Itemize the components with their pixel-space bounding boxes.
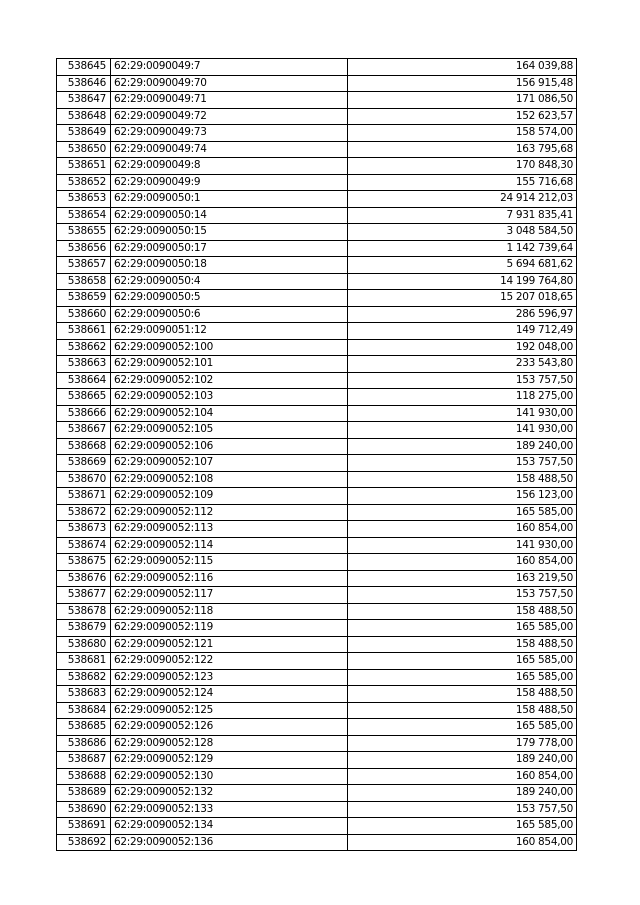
cadastral-value-cell: 153 757,50 xyxy=(348,801,577,818)
row-number-cell: 538667 xyxy=(57,422,111,439)
row-number-cell: 538650 xyxy=(57,141,111,158)
row-number-cell: 538682 xyxy=(57,669,111,686)
row-number-cell: 538662 xyxy=(57,339,111,356)
row-number-cell: 538668 xyxy=(57,438,111,455)
cadastral-number-cell: 62:29:0090049:70 xyxy=(111,75,348,92)
cadastral-number-cell: 62:29:0090052:122 xyxy=(111,653,348,670)
cadastral-value-cell: 158 488,50 xyxy=(348,702,577,719)
cadastral-value-cell: 155 716,68 xyxy=(348,174,577,191)
cadastral-number-cell: 62:29:0090051:12 xyxy=(111,323,348,340)
table-row xyxy=(57,108,577,125)
row-number-cell: 538681 xyxy=(57,653,111,670)
cadastral-value-cell: 158 488,50 xyxy=(348,471,577,488)
row-number-cell: 538676 xyxy=(57,570,111,587)
cadastral-number-cell: 62:29:0090050:18 xyxy=(111,257,348,274)
row-number-cell: 538675 xyxy=(57,554,111,571)
cadastral-value-cell: 141 930,00 xyxy=(348,405,577,422)
cadastral-number-cell: 62:29:0090052:121 xyxy=(111,636,348,653)
cadastral-number-cell: 62:29:0090052:104 xyxy=(111,405,348,422)
cadastral-value-cell: 189 240,00 xyxy=(348,752,577,769)
cadastral-number-cell: 62:29:0090052:106 xyxy=(111,438,348,455)
table-row xyxy=(57,537,577,554)
table-row xyxy=(57,141,577,158)
table-row xyxy=(57,653,577,670)
cadastral-value-cell: 286 596,97 xyxy=(348,306,577,323)
cadastral-number-cell: 62:29:0090050:6 xyxy=(111,306,348,323)
row-number-cell: 538647 xyxy=(57,92,111,109)
cadastral-value-cell: 156 915,48 xyxy=(348,75,577,92)
cadastral-number-cell: 62:29:0090052:109 xyxy=(111,488,348,505)
cadastral-value-cell: 15 207 018,65 xyxy=(348,290,577,307)
row-number-cell: 538658 xyxy=(57,273,111,290)
row-number-cell: 538686 xyxy=(57,735,111,752)
cadastral-value-cell: 192 048,00 xyxy=(348,339,577,356)
cadastral-value-cell: 164 039,88 xyxy=(348,59,577,76)
cadastral-number-cell: 62:29:0090049:73 xyxy=(111,125,348,142)
table-row xyxy=(57,405,577,422)
cadastral-number-cell: 62:29:0090049:7 xyxy=(111,59,348,76)
row-number-cell: 538678 xyxy=(57,603,111,620)
cadastral-value-cell: 233 543,80 xyxy=(348,356,577,373)
cadastral-value-cell: 24 914 212,03 xyxy=(348,191,577,208)
cadastral-number-cell: 62:29:0090052:129 xyxy=(111,752,348,769)
row-number-cell: 538656 xyxy=(57,240,111,257)
row-number-cell: 538670 xyxy=(57,471,111,488)
cadastral-value-cell: 156 123,00 xyxy=(348,488,577,505)
cadastral-number-cell: 62:29:0090052:119 xyxy=(111,620,348,637)
cadastral-number-cell: 62:29:0090052:107 xyxy=(111,455,348,472)
table-row xyxy=(57,834,577,851)
table-row xyxy=(57,92,577,109)
table-row xyxy=(57,504,577,521)
row-number-cell: 538657 xyxy=(57,257,111,274)
table-row xyxy=(57,702,577,719)
cadastral-number-cell: 62:29:0090049:74 xyxy=(111,141,348,158)
cadastral-number-cell: 62:29:0090050:5 xyxy=(111,290,348,307)
cadastral-number-cell: 62:29:0090050:14 xyxy=(111,207,348,224)
table-row xyxy=(57,488,577,505)
cadastral-value-cell: 165 585,00 xyxy=(348,719,577,736)
cadastral-value-cell: 179 778,00 xyxy=(348,735,577,752)
table-row xyxy=(57,719,577,736)
table-row xyxy=(57,240,577,257)
table-row xyxy=(57,818,577,835)
cadastral-number-cell: 62:29:0090052:118 xyxy=(111,603,348,620)
row-number-cell: 538669 xyxy=(57,455,111,472)
row-number-cell: 538659 xyxy=(57,290,111,307)
table-row xyxy=(57,785,577,802)
cadastral-number-cell: 62:29:0090050:17 xyxy=(111,240,348,257)
cadastral-value-cell: 158 488,50 xyxy=(348,636,577,653)
row-number-cell: 538685 xyxy=(57,719,111,736)
cadastral-number-cell: 62:29:0090052:134 xyxy=(111,818,348,835)
table-row xyxy=(57,191,577,208)
row-number-cell: 538684 xyxy=(57,702,111,719)
table-row xyxy=(57,620,577,637)
row-number-cell: 538664 xyxy=(57,372,111,389)
table-row xyxy=(57,603,577,620)
row-number-cell: 538671 xyxy=(57,488,111,505)
cadastral-number-cell: 62:29:0090050:1 xyxy=(111,191,348,208)
table-row xyxy=(57,224,577,241)
cadastral-value-cell: 165 585,00 xyxy=(348,669,577,686)
row-number-cell: 538687 xyxy=(57,752,111,769)
row-number-cell: 538691 xyxy=(57,818,111,835)
table-row xyxy=(57,389,577,406)
table-row xyxy=(57,438,577,455)
row-number-cell: 538652 xyxy=(57,174,111,191)
row-number-cell: 538655 xyxy=(57,224,111,241)
cadastral-value-cell: 165 585,00 xyxy=(348,504,577,521)
table-row xyxy=(57,471,577,488)
cadastral-value-cell: 165 585,00 xyxy=(348,620,577,637)
table-row xyxy=(57,636,577,653)
table-row xyxy=(57,158,577,175)
cadastral-value-cell: 163 795,68 xyxy=(348,141,577,158)
cadastral-value-cell: 14 199 764,80 xyxy=(348,273,577,290)
table-row xyxy=(57,587,577,604)
cadastral-number-cell: 62:29:0090049:9 xyxy=(111,174,348,191)
row-number-cell: 538660 xyxy=(57,306,111,323)
row-number-cell: 538679 xyxy=(57,620,111,637)
cadastral-number-cell: 62:29:0090049:8 xyxy=(111,158,348,175)
table-row xyxy=(57,59,577,76)
table-row xyxy=(57,554,577,571)
table-row xyxy=(57,273,577,290)
cadastral-value-cell: 3 048 584,50 xyxy=(348,224,577,241)
row-number-cell: 538649 xyxy=(57,125,111,142)
cadastral-number-cell: 62:29:0090052:103 xyxy=(111,389,348,406)
table-row xyxy=(57,422,577,439)
cadastral-number-cell: 62:29:0090052:116 xyxy=(111,570,348,587)
cadastral-value-cell: 165 585,00 xyxy=(348,818,577,835)
table-row xyxy=(57,752,577,769)
row-number-cell: 538683 xyxy=(57,686,111,703)
cadastral-number-cell: 62:29:0090049:72 xyxy=(111,108,348,125)
row-number-cell: 538690 xyxy=(57,801,111,818)
table-row xyxy=(57,174,577,191)
cadastral-value-cell: 158 488,50 xyxy=(348,686,577,703)
row-number-cell: 538665 xyxy=(57,389,111,406)
row-number-cell: 538688 xyxy=(57,768,111,785)
table-row xyxy=(57,686,577,703)
cadastral-number-cell: 62:29:0090052:117 xyxy=(111,587,348,604)
table-body xyxy=(57,59,577,851)
cadastral-number-cell: 62:29:0090052:108 xyxy=(111,471,348,488)
row-number-cell: 538645 xyxy=(57,59,111,76)
row-number-cell: 538689 xyxy=(57,785,111,802)
cadastral-value-cell: 158 574,00 xyxy=(348,125,577,142)
table-row xyxy=(57,455,577,472)
cadastral-number-cell: 62:29:0090052:114 xyxy=(111,537,348,554)
table-row xyxy=(57,306,577,323)
cadastral-value-cell: 171 086,50 xyxy=(348,92,577,109)
row-number-cell: 538674 xyxy=(57,537,111,554)
table-row xyxy=(57,75,577,92)
row-number-cell: 538672 xyxy=(57,504,111,521)
table-row xyxy=(57,207,577,224)
row-number-cell: 538651 xyxy=(57,158,111,175)
cadastral-value-cell: 153 757,50 xyxy=(348,455,577,472)
table-row xyxy=(57,768,577,785)
cadastral-value-cell: 1 142 739,64 xyxy=(348,240,577,257)
row-number-cell: 538663 xyxy=(57,356,111,373)
table-row xyxy=(57,290,577,307)
cadastral-value-cell: 160 854,00 xyxy=(348,834,577,851)
row-number-cell: 538654 xyxy=(57,207,111,224)
cadastral-number-cell: 62:29:0090052:105 xyxy=(111,422,348,439)
row-number-cell: 538677 xyxy=(57,587,111,604)
row-number-cell: 538661 xyxy=(57,323,111,340)
cadastral-value-cell: 141 930,00 xyxy=(348,537,577,554)
cadastral-number-cell: 62:29:0090050:15 xyxy=(111,224,348,241)
cadastral-value-cell: 170 848,30 xyxy=(348,158,577,175)
cadastral-number-cell: 62:29:0090052:113 xyxy=(111,521,348,538)
cadastral-number-cell: 62:29:0090052:100 xyxy=(111,339,348,356)
cadastral-value-cell: 152 623,57 xyxy=(348,108,577,125)
table-row xyxy=(57,339,577,356)
cadastral-number-cell: 62:29:0090052:115 xyxy=(111,554,348,571)
cadastral-number-cell: 62:29:0090052:133 xyxy=(111,801,348,818)
row-number-cell: 538692 xyxy=(57,834,111,851)
cadastral-number-cell: 62:29:0090052:124 xyxy=(111,686,348,703)
cadastral-number-cell: 62:29:0090049:71 xyxy=(111,92,348,109)
row-number-cell: 538680 xyxy=(57,636,111,653)
cadastral-value-cell: 153 757,50 xyxy=(348,587,577,604)
cadastral-value-cell: 158 488,50 xyxy=(348,603,577,620)
table-row xyxy=(57,570,577,587)
table-row xyxy=(57,125,577,142)
cadastral-number-cell: 62:29:0090052:132 xyxy=(111,785,348,802)
cadastral-number-cell: 62:29:0090052:125 xyxy=(111,702,348,719)
cadastral-value-table xyxy=(56,58,577,851)
cadastral-number-cell: 62:29:0090050:4 xyxy=(111,273,348,290)
table-row xyxy=(57,521,577,538)
cadastral-value-cell: 141 930,00 xyxy=(348,422,577,439)
table-row xyxy=(57,323,577,340)
cadastral-value-cell: 160 854,00 xyxy=(348,521,577,538)
row-number-cell: 538646 xyxy=(57,75,111,92)
table-row xyxy=(57,372,577,389)
table-row xyxy=(57,257,577,274)
cadastral-number-cell: 62:29:0090052:101 xyxy=(111,356,348,373)
cadastral-value-cell: 189 240,00 xyxy=(348,785,577,802)
cadastral-value-cell: 149 712,49 xyxy=(348,323,577,340)
row-number-cell: 538648 xyxy=(57,108,111,125)
cadastral-number-cell: 62:29:0090052:126 xyxy=(111,719,348,736)
table-row xyxy=(57,669,577,686)
table-row xyxy=(57,735,577,752)
cadastral-number-cell: 62:29:0090052:130 xyxy=(111,768,348,785)
table-row xyxy=(57,356,577,373)
row-number-cell: 538666 xyxy=(57,405,111,422)
cadastral-value-cell: 118 275,00 xyxy=(348,389,577,406)
cadastral-value-cell: 189 240,00 xyxy=(348,438,577,455)
cadastral-value-cell: 7 931 835,41 xyxy=(348,207,577,224)
cadastral-number-cell: 62:29:0090052:136 xyxy=(111,834,348,851)
cadastral-number-cell: 62:29:0090052:112 xyxy=(111,504,348,521)
cadastral-value-cell: 153 757,50 xyxy=(348,372,577,389)
cadastral-value-cell: 163 219,50 xyxy=(348,570,577,587)
cadastral-value-cell: 160 854,00 xyxy=(348,554,577,571)
cadastral-number-cell: 62:29:0090052:123 xyxy=(111,669,348,686)
cadastral-number-cell: 62:29:0090052:102 xyxy=(111,372,348,389)
cadastral-value-cell: 165 585,00 xyxy=(348,653,577,670)
cadastral-value-cell: 160 854,00 xyxy=(348,768,577,785)
row-number-cell: 538673 xyxy=(57,521,111,538)
cadastral-value-cell: 5 694 681,62 xyxy=(348,257,577,274)
cadastral-number-cell: 62:29:0090052:128 xyxy=(111,735,348,752)
row-number-cell: 538653 xyxy=(57,191,111,208)
table-row xyxy=(57,801,577,818)
